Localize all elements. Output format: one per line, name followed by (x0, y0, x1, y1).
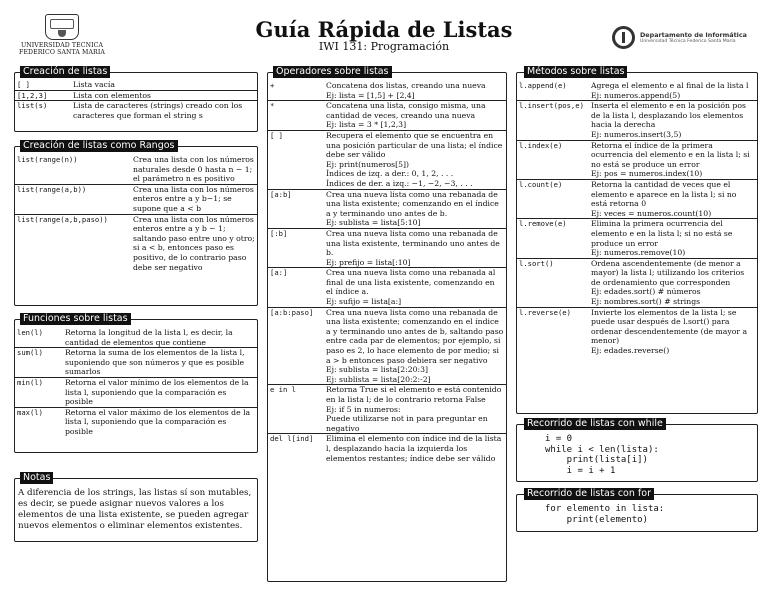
operadores-desc-text: Crea una nueva lista como una rebanada de una lista existente, terminando uno antes de b. (326, 228, 500, 258)
funciones-key: len(l) (17, 328, 43, 337)
metodos-box (516, 72, 758, 414)
rangos-desc-text: Crea una lista con los números enteros entre a y b − 1; saltando paso entre uno y otro; si a < b, entonces paso es positivo, de lo contrario paso debe ser negativo (133, 214, 255, 272)
operadores-key: [ ] (270, 130, 283, 140)
operadores-key: * (270, 101, 275, 111)
operadores-desc (326, 434, 506, 463)
rangos-table (15, 155, 257, 272)
operadores-example: Ej: print(numeros[5]) (326, 159, 410, 169)
operadores-example: Ej: sublista = lista[5:10] (326, 218, 421, 228)
funciones-desc (65, 328, 257, 347)
funciones-row (15, 328, 257, 348)
metodos-example: Ej: numeros.remove(10) (591, 248, 686, 258)
operadores-desc-text: Crea una nueva lista como una rebanada de una lista existente; comenzando en el índice a y terminando uno antes de b. (326, 189, 499, 218)
operadores-desc (326, 308, 506, 385)
metodos-example: Ej: edades.reverse() (591, 346, 670, 356)
operadores-row (268, 190, 506, 229)
metodos-desc-text: Retorna el índice de la primera ocurrencia del elemento e en la lista l; si no está se produce un error (591, 140, 750, 169)
operadores-example: Ej: if 5 in numeros: (326, 404, 401, 414)
while-title: Recorrido de listas con while (524, 418, 666, 430)
rangos-desc (133, 155, 257, 184)
operadores-key: [a:] (270, 268, 288, 278)
operadores-title: Operadores sobre listas (273, 66, 392, 78)
metodos-desc-text: Elimina la primera ocurrencia del elemento e en la lista l; si no está se produce un error (591, 219, 733, 248)
metodos-row (517, 219, 757, 258)
operadores-desc (326, 101, 506, 130)
metodos-example: Ej: numeros.insert(3,5) (591, 129, 682, 139)
funciones-key: min(l) (17, 377, 43, 387)
creacion-key: list(s) (17, 101, 48, 111)
operadores-example: Ej: lista = [1,5] + [2,4] (326, 90, 415, 100)
metodos-example: Ej: pos = numeros.index(10) (591, 169, 703, 179)
funciones-key: max(l) (17, 407, 43, 417)
operadores-example: Ej: sufijo = lista[a:] (326, 297, 402, 307)
rangos-desc-text: Crea una lista con los números enteros entre a y b−1; se supone que a < b (133, 184, 254, 213)
metodos-example: Ej: veces = numeros.count(10) (591, 208, 712, 218)
for-code: for elemento in lista: print(elemento) (545, 504, 665, 525)
metodos-desc (591, 308, 757, 356)
metodos-key: l.insert(pos,e) (519, 101, 584, 111)
operadores-desc-text: Crea una nueva lista como una rebanada al final de una lista existente, comenzando en el índice a. (326, 268, 496, 297)
metodos-desc-text: Retorna la cantidad de veces que el elemento e aparece en la lista l; si no está retorna 0 (591, 179, 737, 209)
creacion-row (15, 80, 257, 91)
metodos-desc (591, 180, 757, 218)
operadores-desc (326, 268, 506, 306)
operadores-key: + (270, 81, 275, 90)
creacion-key: [ ] (17, 80, 30, 89)
operadores-key: del l[ind] (270, 434, 314, 444)
operadores-table (268, 81, 506, 463)
operadores-desc (326, 190, 506, 228)
operadores-row (268, 308, 506, 386)
operadores-row (268, 81, 506, 101)
operadores-example: Índices de izq. a der.: 0, 1, 2, . . . (326, 169, 454, 179)
while-box (516, 424, 758, 482)
operadores-row (268, 101, 506, 131)
notas-title: Notas (20, 472, 53, 484)
funciones-desc (65, 378, 257, 407)
for-title: Recorrido de listas con for (524, 488, 654, 500)
creacion-desc (73, 101, 257, 120)
operadores-desc (326, 385, 506, 433)
creacion-desc-text: Lista de caracteres (strings) creado con los caracteres que forman el string s (73, 101, 243, 120)
funciones-desc (65, 348, 257, 377)
creacion-row (15, 91, 257, 102)
rangos-key: list(range(a,b)) (17, 184, 87, 194)
rangos-key: list(range(n)) (17, 155, 78, 164)
metodos-row (517, 101, 757, 140)
rangos-desc (133, 185, 257, 214)
rangos-key: list(range(a,b,paso)) (17, 214, 108, 224)
operadores-box (267, 72, 507, 582)
operadores-desc-text: Crea una nueva lista como una rebanada de una lista existente; comenzando en el índice a y terminando uno antes de b, saltando paso entre cada par de elementos; por ejemplo, si paso es 2, lo hace elemento de por medio; si a > b entonces paso debiera ser negativo (326, 307, 504, 365)
metodos-key: l.sort() (519, 258, 554, 268)
operadores-key: e in l (270, 385, 296, 395)
rangos-title: Creación de listas como Rangos (20, 140, 178, 152)
notas-text: A diferencia de los strings, las listas sí son mutables, es decir, se puede asignar nuevos valores a los elementos de una lista existente, se pueden agregar nuevos elementos o eliminar elementos existentes. (18, 488, 252, 531)
metodos-key: l.remove(e) (519, 219, 567, 229)
metodos-desc (591, 259, 757, 307)
funciones-table (15, 328, 257, 437)
creacion-key: [1,2,3] (17, 90, 48, 100)
operadores-desc (326, 229, 506, 267)
operadores-desc (326, 81, 506, 100)
rangos-desc (133, 215, 257, 273)
operadores-desc-text: Recupera el elemento que se encuentra en una posición particular de una lista; el índice debe ser válido (326, 130, 503, 160)
funciones-row (15, 348, 257, 378)
metodos-desc-text: Ordena ascendentemente (de menor a mayor) la lista l; utilizando los criterios de ordenamiento que corresponden (591, 258, 745, 287)
operadores-desc-text: Concatena una lista, consigo misma, una cantidad de veces, creando una nueva (326, 101, 486, 120)
funciones-box (14, 319, 258, 453)
metodos-row (517, 81, 757, 101)
operadores-desc-text: Retorna True si el elemento e está contenido en la lista l; de lo contrario retorna False (326, 385, 502, 404)
operadores-row (268, 434, 506, 463)
page-title: Guía Rápida de Listas (255, 17, 513, 42)
page-subtitle: IWI 131: Programación (318, 40, 450, 53)
operadores-key: [a:b:paso] (270, 307, 314, 317)
rangos-desc-text: Crea una lista con los números naturales desde 0 hasta n − 1; el parámetro n es positivo (133, 155, 254, 184)
rangos-row (15, 215, 257, 273)
metodos-desc (591, 219, 757, 257)
rangos-box (14, 146, 258, 306)
metodos-table (517, 81, 757, 356)
metodos-desc-text: Invierte los elementos de la lista l; se puede usar después de l.sort() para ordenar descendentemente (de mayor a menor) (591, 307, 748, 346)
department-logo: Departamento de Informática Universidad Técnica Federico Santa María (612, 26, 762, 50)
funciones-desc-text: Retorna el valor máximo de los elementos de la lista l, suponiendo que la comparación es posible (65, 407, 251, 436)
metodos-desc (591, 101, 757, 139)
operadores-example: Ej: lista = 3 * [1,2,3] (326, 120, 407, 130)
operadores-example: Ej: sublista = lista[2:20:3] (326, 365, 428, 375)
metodos-key: l.append(e) (519, 81, 567, 90)
metodos-title: Métodos sobre listas (524, 66, 627, 78)
funciones-desc-text: Retorna la longitud de la lista l, es decir, la cantidad de elementos que contiene (65, 328, 233, 347)
metodos-row (517, 308, 757, 356)
operadores-key: [a:b] (270, 189, 292, 199)
metodos-desc-text: Agrega el elemento e al final de la lista l (591, 81, 749, 90)
metodos-key: l.count(e) (519, 179, 563, 189)
university-logo: UNIVERSIDAD TECNICA FEDERICO SANTA MARIA (8, 14, 116, 56)
metodos-example: Ej: nombres.sort() # strings (591, 297, 701, 307)
university-crest-icon (45, 14, 79, 40)
rangos-row (15, 155, 257, 185)
operadores-row (268, 229, 506, 268)
rangos-row (15, 185, 257, 215)
creacion-desc (73, 80, 257, 90)
funciones-row (15, 378, 257, 408)
operadores-example: Ej: prefijo = lista[:10] (326, 257, 411, 267)
metodos-row (517, 259, 757, 308)
metodos-desc (591, 141, 757, 179)
metodos-example: Ej: numeros.append(5) (591, 90, 681, 100)
operadores-example: Índices de der. a izq.: −1, −2, −3, . . . (326, 178, 473, 188)
funciones-desc (65, 408, 257, 437)
operadores-example: Ej: sublista = lista[20:2:-2] (326, 374, 431, 384)
metodos-row (517, 180, 757, 219)
creacion-box (14, 72, 258, 132)
notas-box (14, 478, 258, 542)
operadores-desc (326, 131, 506, 189)
metodos-desc (591, 81, 757, 100)
operadores-row (268, 131, 506, 190)
funciones-row (15, 408, 257, 437)
creacion-desc-text: Lista con elementos (73, 90, 151, 100)
operadores-key: [:b] (270, 228, 288, 238)
department-logo-icon (612, 26, 635, 49)
metodos-desc-text: Inserta el elemento e en la posición pos de la lista l, desplazando los elementos hacia la derecha (591, 101, 746, 130)
operadores-desc-text: Concatena dos listas, creando una nueva (326, 81, 486, 90)
operadores-example: Puede utilizarse not in para preguntar en negativo (326, 414, 488, 433)
creacion-desc-text: Lista vacía (73, 80, 115, 89)
creacion-table (15, 80, 257, 120)
creacion-title: Creación de listas (20, 66, 110, 78)
while-code: i = 0 while i < len(lista): print(lista[i]) i = i + 1 (545, 434, 659, 476)
funciones-key: sum(l) (17, 348, 43, 358)
operadores-desc-text: Elimina el elemento con índice ind de la lista l, desplazando hacia la izquierda los elementos restantes; índice debe ser válido (326, 434, 502, 463)
metodos-key: l.index(e) (519, 140, 563, 150)
metodos-example: Ej: edades.sort() # números (591, 287, 701, 297)
funciones-title: Funciones sobre listas (20, 313, 131, 325)
funciones-desc-text: Retorna el valor mínimo de los elementos de la lista l, suponiendo que la comparación es posible (65, 377, 249, 407)
funciones-desc-text: Retorna la suma de los elementos de la lista l, suponiendo que son números y que es posible sumarlos (65, 348, 245, 377)
creacion-row (15, 101, 257, 120)
operadores-row (268, 385, 506, 434)
creacion-desc (73, 91, 257, 101)
metodos-key: l.reverse(e) (519, 307, 571, 317)
metodos-row (517, 141, 757, 180)
operadores-row (268, 268, 506, 307)
